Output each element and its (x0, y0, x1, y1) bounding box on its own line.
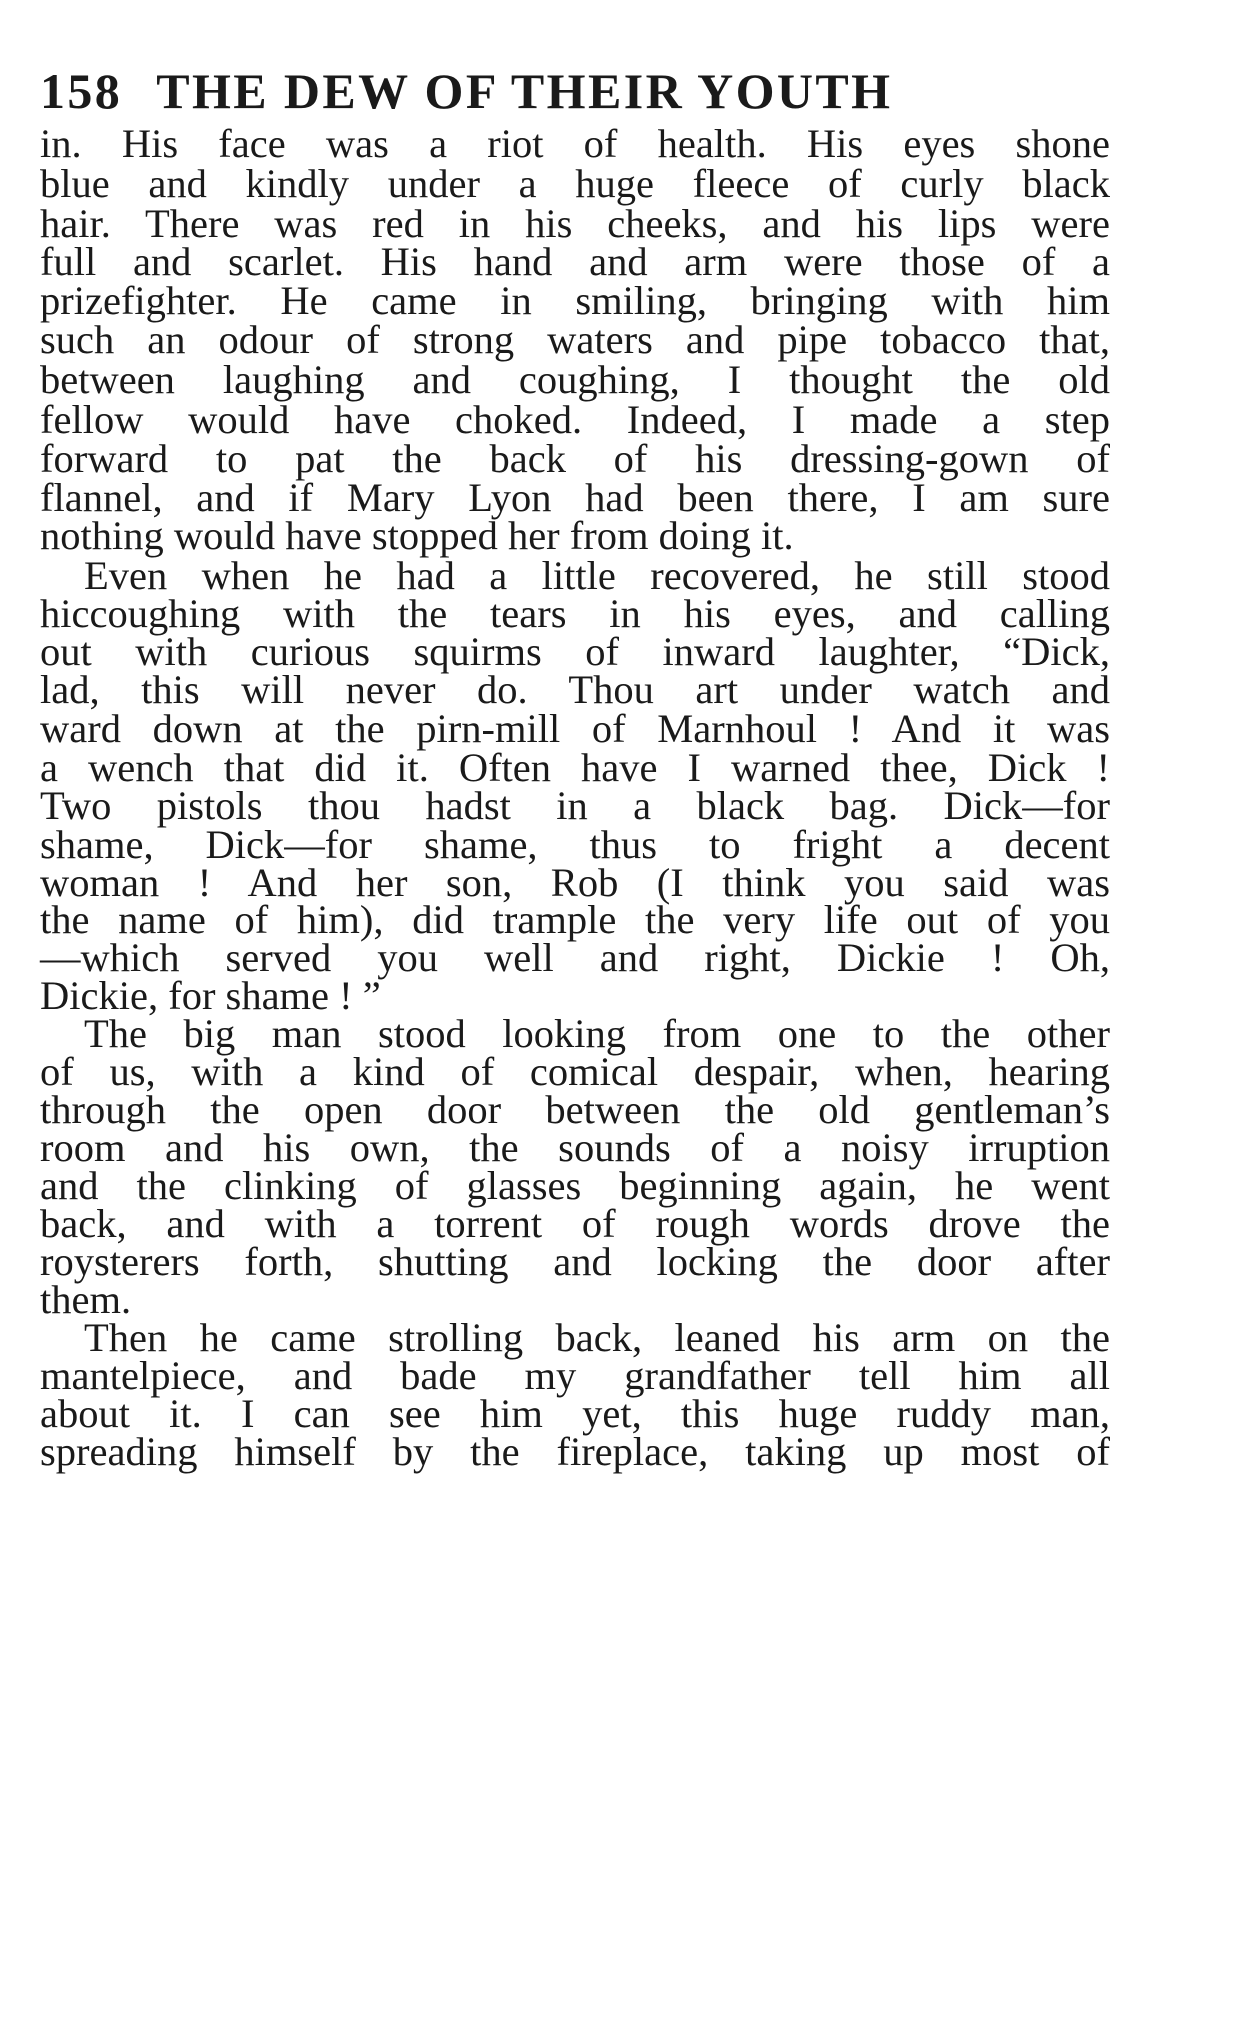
text-line: lad, this will never do. Thou art under watch and (40, 667, 1110, 712)
book-title: THE DEW OF THEIR YOUTH (156, 63, 893, 119)
text-line: mantelpiece, and bade my grandfather tell him all (40, 1353, 1110, 1398)
text-line: hiccoughing with the tears in his eyes, and calling (40, 591, 1110, 636)
text-line: —which served you well and right, Dickie ! Oh, (40, 935, 1110, 980)
text-line: shame, Dick—for shame, thus to fright a decent (40, 822, 1110, 867)
text-line: a wench that did it. Often have I warned thee, Dick ! (40, 745, 1110, 790)
text-line: fellow would have choked. Indeed, I made a step (40, 397, 1110, 442)
text-line: nothing would have stopped her from doing it. (40, 513, 794, 558)
text-line: in. His face was a riot of health. His eyes shone (40, 121, 1110, 166)
running-head (40, 62, 892, 120)
text-line: woman ! And her son, Rob (I think you said was (40, 860, 1110, 905)
text-line: full and scarlet. His hand and arm were those of a (40, 239, 1110, 284)
text-line: Two pistols thou hadst in a black bag. Dick—for (40, 783, 1110, 828)
text-line: hair. There was red in his cheeks, and his lips were (40, 201, 1110, 246)
paragraph-start: The big man stood looking from one to the other (84, 1011, 1110, 1056)
text-line: through the open door between the old gentleman’s (40, 1087, 1110, 1132)
text-line: forward to pat the back of his dressing-gown of (40, 436, 1110, 481)
paragraph-start: Then he came strolling back, leaned his arm on the (84, 1315, 1110, 1360)
text-line: out with curious squirms of inward laughter, “Dick, (40, 629, 1110, 674)
text-line: ward down at the pirn-mill of Marnhoul ! And it was (40, 706, 1110, 751)
text-line: and the clinking of glasses beginning again, he went (40, 1163, 1110, 1208)
text-line: flannel, and if Mary Lyon had been there, I am sure (40, 475, 1110, 520)
text-line: prizefighter. He came in smiling, bringing with him (40, 278, 1110, 323)
text-line: the name of him), did trample the very life out of you (40, 897, 1110, 942)
text-line: room and his own, the sounds of a noisy irruption (40, 1125, 1110, 1170)
page-number: 158 (40, 63, 123, 119)
text-line: Dickie, for shame ! ” (40, 973, 381, 1018)
text-line: of us, with a kind of comical despair, when, hearing (40, 1049, 1110, 1094)
text-line: blue and kindly under a huge fleece of curly black (40, 161, 1110, 206)
paragraph-start: Even when he had a little recovered, he still stood (84, 553, 1110, 598)
text-line: roysterers forth, shutting and locking the door after (40, 1239, 1110, 1284)
text-line: back, and with a torrent of rough words drove the (40, 1201, 1110, 1246)
text-line: spreading himself by the fireplace, taking up most of (40, 1429, 1110, 1474)
text-line: them. (40, 1277, 132, 1322)
text-line: such an odour of strong waters and pipe tobacco that, (40, 317, 1110, 362)
text-line: between laughing and coughing, I thought the old (40, 357, 1110, 402)
text-line: about it. I can see him yet, this huge ruddy man, (40, 1391, 1110, 1436)
